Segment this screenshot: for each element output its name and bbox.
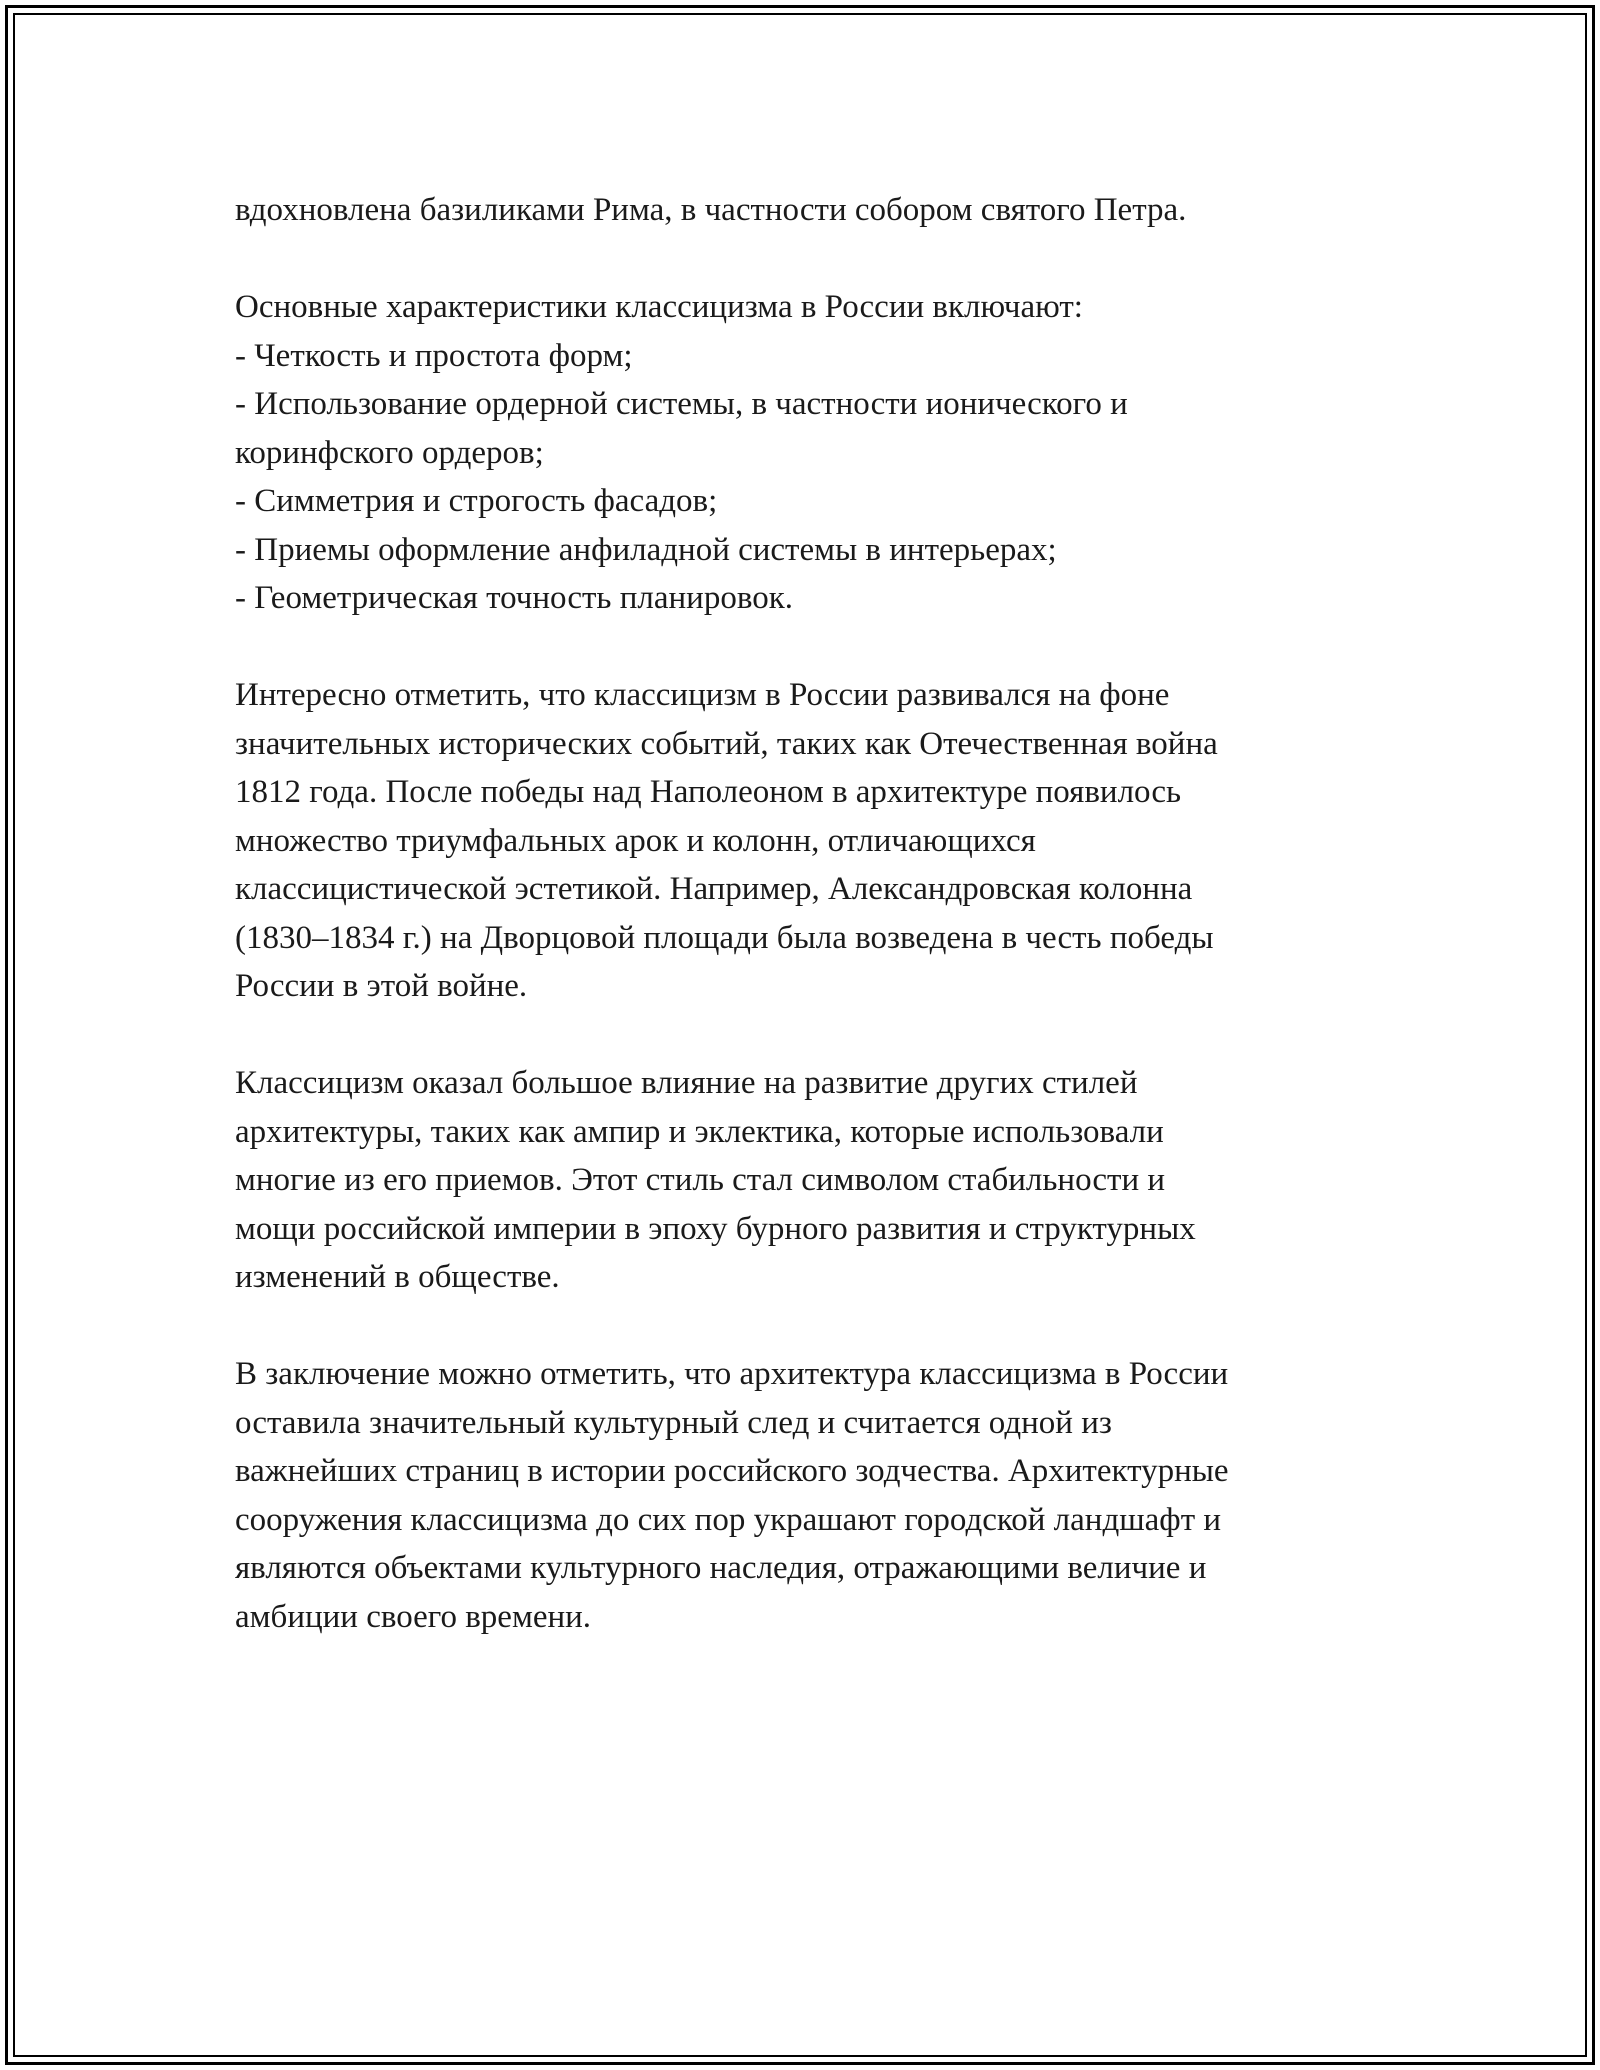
text-line: классицистической эстетикой. Например, Александровская колонна	[235, 871, 1193, 907]
paragraph-intro-continuation	[235, 186, 1365, 235]
list-item-continuation: коринфского ордеров;	[235, 434, 544, 471]
paragraph-influence	[235, 1059, 1365, 1302]
list-item: - Приемы оформление анфиладной системы в интерьерах;	[235, 531, 1057, 568]
text-line: множество триумфальных арок и колонн, отличающихся	[235, 822, 1036, 859]
text-line: Интересно отметить, что классицизм в России развивался на фоне	[235, 677, 1170, 713]
text-line: России в этой войне.	[235, 968, 528, 1004]
list-heading: Основные характеристики классицизма в России включают:	[235, 289, 1083, 325]
paragraph-historical-events	[235, 671, 1365, 1011]
text-line: многие из его приемов. Этот стиль стал символом стабильности и	[235, 1162, 1166, 1198]
text-line: оставила значительный культурный след и считается одной из	[235, 1404, 1112, 1441]
text-line: В заключение можно отметить, что архитектура классицизма в России	[235, 1356, 1229, 1392]
text-line: мощи российской империи в эпоху бурного развития и структурных	[235, 1210, 1196, 1247]
list-item: - Геометрическая точность планировок.	[235, 580, 793, 616]
text-line: (1830–1834 г.) на Дворцовой площади была возведена в честь победы	[235, 919, 1214, 956]
text-line: изменений в обществе.	[235, 1259, 560, 1295]
text-line: 1812 года. После победы над Наполеоном в архитектуре появилось	[235, 774, 1182, 810]
text-line: важнейших страниц в истории российского зодчества. Архитектурные	[235, 1453, 1229, 1489]
list-item: - Четкость и простота форм;	[235, 337, 633, 374]
document-body	[235, 186, 1365, 1690]
paragraph-characteristics-list	[235, 283, 1365, 623]
paragraph-conclusion	[235, 1350, 1365, 1641]
text-line: Классицизм оказал большое влияние на развитие других стилей	[235, 1065, 1138, 1101]
text-line: вдохновлена базиликами Рима, в частности собором святого Петра.	[235, 192, 1187, 228]
text-line: сооружения классицизма до сих пор украшают городской ландшафт и	[235, 1501, 1222, 1538]
text-line: значительных исторических событий, таких как Отечественная война	[235, 725, 1218, 762]
text-line: являются объектами культурного наследия, отражающими величие и	[235, 1550, 1207, 1586]
text-line: архитектуры, таких как ампир и эклектика, которые использовали	[235, 1113, 1164, 1150]
text-line: амбиции своего времени.	[235, 1598, 592, 1635]
list-item: - Использование ордерной системы, в частности ионического и	[235, 386, 1128, 422]
list-item: - Симметрия и строгость фасадов;	[235, 483, 718, 519]
